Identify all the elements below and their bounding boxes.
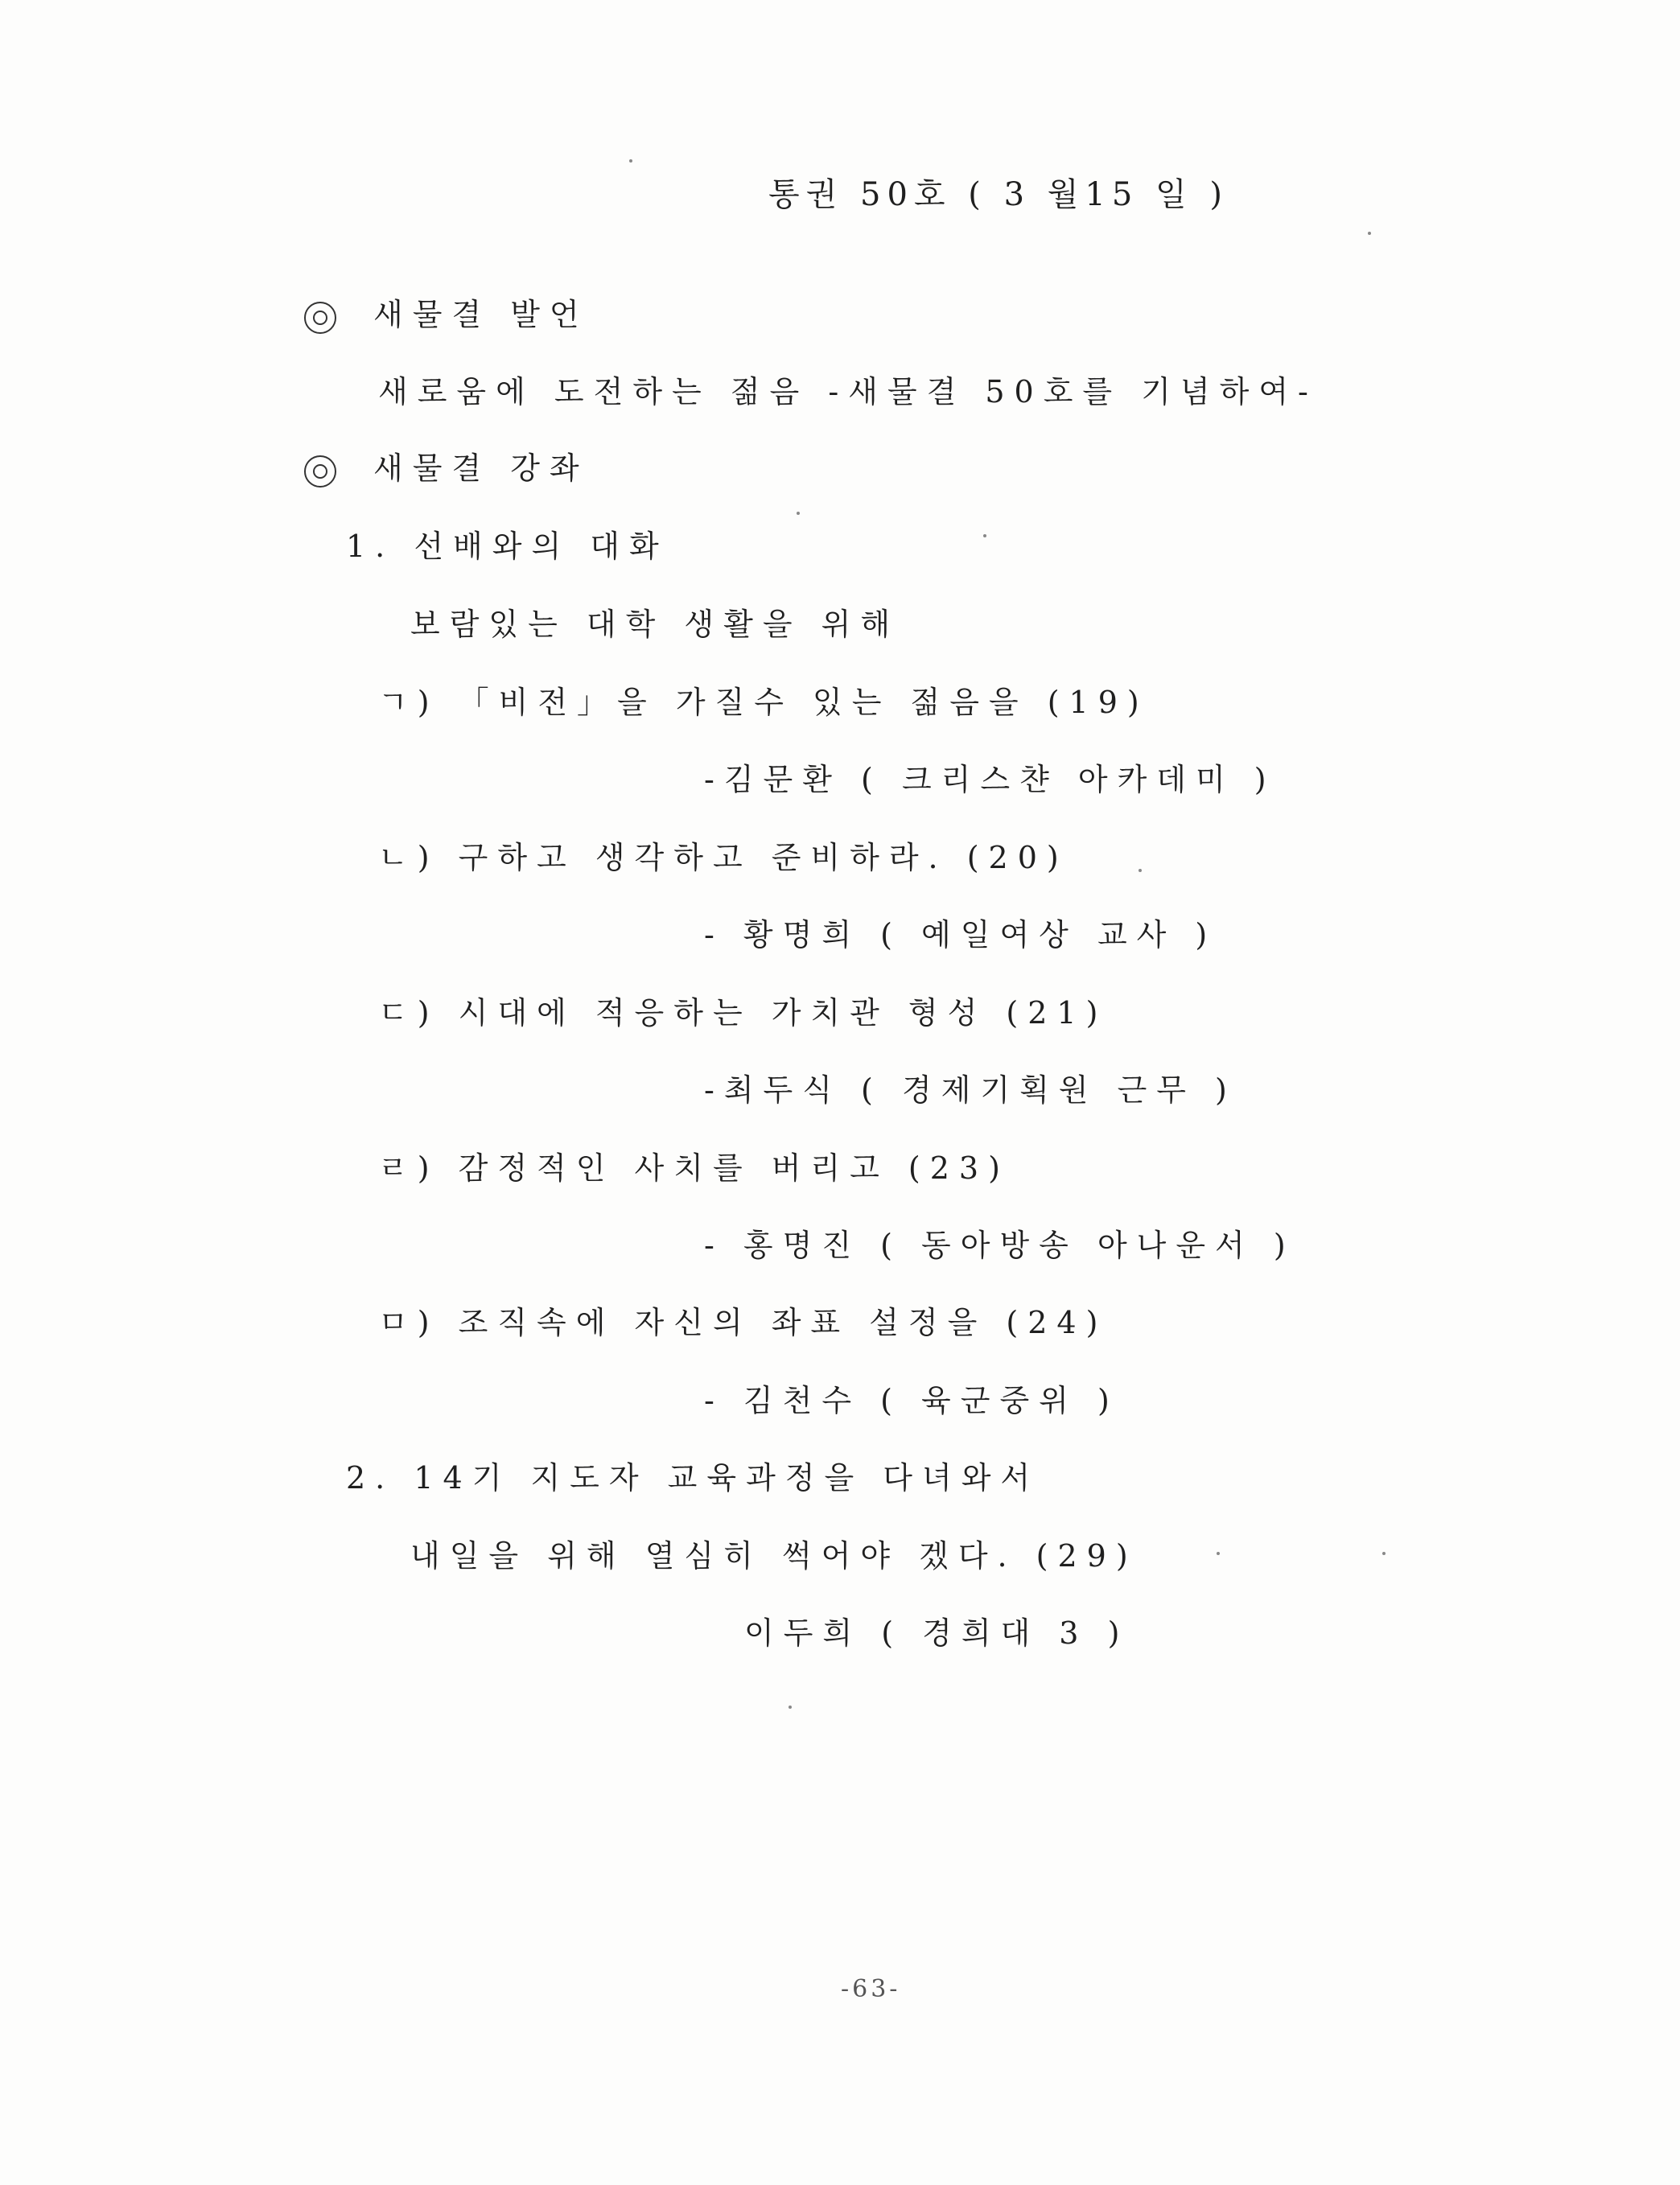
- entry-1-author: -김문환 ( 크리스챤 아카데미 ): [704, 762, 1276, 797]
- item1-subtitle: 보람있는 대학 생활을 위해: [410, 607, 900, 642]
- section-heading-remarks-label: 새물결 발언: [373, 297, 589, 332]
- entry-5-text: ㅁ) 조직속에 자신의 좌표 설정을 (24): [378, 1305, 1108, 1340]
- item2-subtitle: 내일을 위해 열심히 썩어야 겠다. (29): [410, 1538, 1138, 1574]
- scan-speck: [789, 1706, 792, 1709]
- scan-speck: [1217, 1552, 1220, 1555]
- scan-speck: [1139, 869, 1142, 872]
- entry-2-text: ㄴ) 구하고 생각하고 준비하라. (20): [378, 840, 1069, 875]
- section-heading-lecture-label: 새물결 강좌: [373, 451, 589, 486]
- entry-4-author: - 홍명진 ( 동아방송 아나운서 ): [704, 1228, 1295, 1263]
- entry-3-text: ㄷ) 시대에 적응하는 가치관 형성 (21): [378, 995, 1108, 1031]
- item2-title: 2. 14기 지도자 교육과정을 다녀와서: [346, 1460, 1040, 1496]
- scan-speck: [1382, 1552, 1386, 1555]
- scan-speck: [983, 534, 986, 537]
- entry-4-text: ㄹ) 감정적인 사치를 버리고 (23): [378, 1150, 1010, 1186]
- section-heading-remarks: [304, 299, 589, 334]
- entry-5-author: - 김천수 ( 육군중위 ): [704, 1383, 1119, 1418]
- entry-1-text: ㄱ) 「비전」을 가질수 있는 젊음을 (19): [378, 685, 1149, 720]
- scan-speck: [629, 159, 632, 163]
- scan-speck: [797, 512, 800, 515]
- entry-3-author: -최두식 ( 경제기획원 근무 ): [704, 1072, 1237, 1108]
- item1-title: 1. 선배와의 대화: [346, 529, 669, 564]
- page-number: -63-: [841, 1975, 901, 2003]
- section-remarks-line: 새로움에 도전하는 젊음 -새물결 50호를 기념하여-: [378, 374, 1318, 409]
- scan-speck: [1368, 232, 1371, 235]
- section-heading-lecture: [304, 453, 589, 488]
- item2-author: 이두희 ( 경희대 3 ): [744, 1615, 1130, 1651]
- bullet-circle-icon: [304, 455, 336, 488]
- entry-2-author: - 황명희 ( 예일여상 교사 ): [704, 917, 1217, 953]
- issue-header: 통권 50호 ( 3 월15 일 ): [768, 176, 1229, 213]
- bullet-circle-icon: [304, 302, 336, 334]
